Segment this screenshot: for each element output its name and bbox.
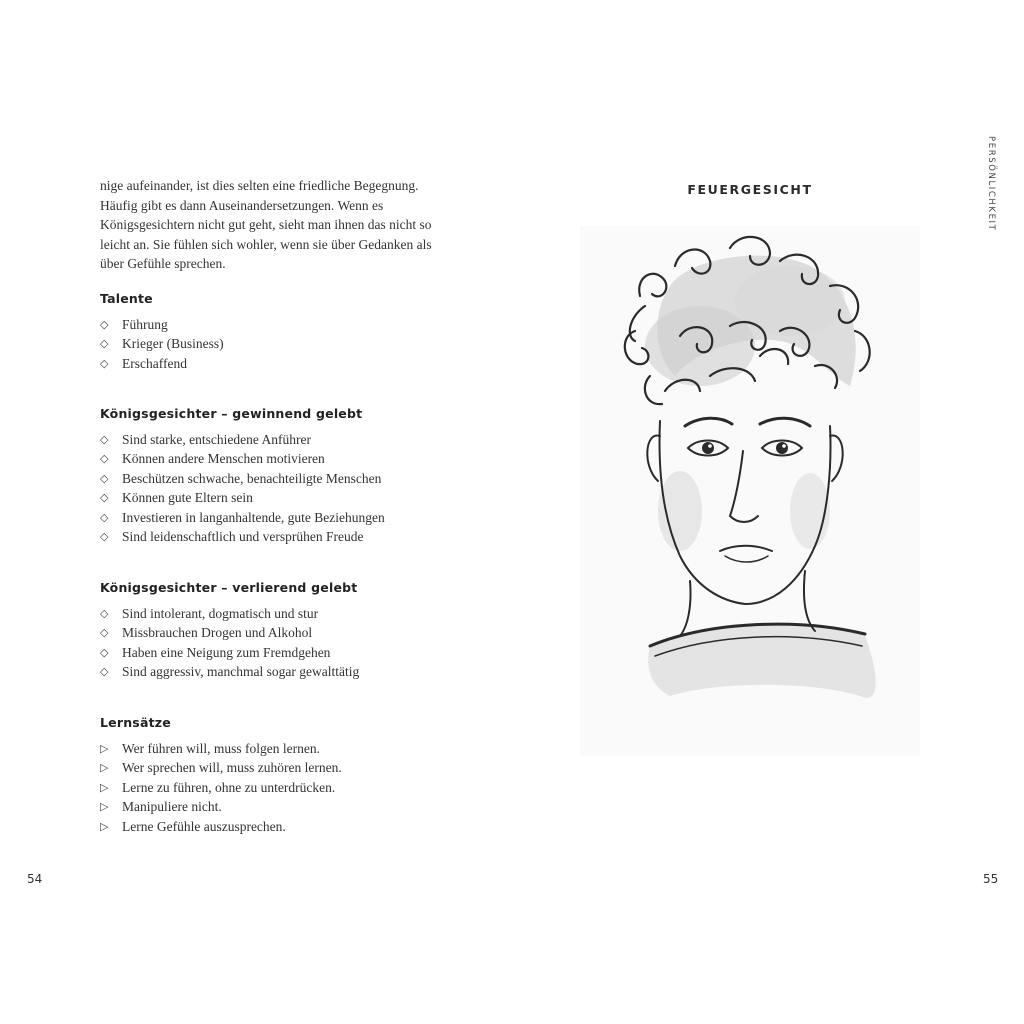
page-number-left: 54 <box>27 872 43 886</box>
illustration-title: FEUERGESICHT <box>687 182 813 197</box>
diamond-bullet-icon: ◇ <box>100 471 109 485</box>
section-talente <box>100 291 460 373</box>
diamond-bullet-icon: ◇ <box>100 665 109 679</box>
section-title: Lernsätze <box>100 715 171 730</box>
list-item: ▷ Manipuliere nicht. <box>100 797 460 816</box>
list-item: ◇ Sind intolerant, dogmatisch und stur <box>100 604 460 623</box>
list-item: ▷ Wer sprechen will, muss zuhören lernen. <box>100 758 460 777</box>
bullet-list <box>100 430 460 546</box>
list-item: ◇ Können andere Menschen motivieren <box>100 449 460 468</box>
triangle-bullet-icon: ▷ <box>100 800 109 814</box>
section-verlierend-gelebt <box>100 580 460 682</box>
section-title: Königsgesichter – gewinnend gelebt <box>100 406 363 421</box>
triangle-bullet-icon: ▷ <box>100 780 109 794</box>
diamond-bullet-icon: ◇ <box>100 318 109 331</box>
chapter-side-label: PERSÖNLICHKEIT <box>986 136 996 232</box>
list-item: ▷ Lerne Gefühle auszusprechen. <box>100 817 460 836</box>
diamond-bullet-icon: ◇ <box>100 356 109 370</box>
section-gewinnend-gelebt <box>100 406 460 546</box>
diamond-bullet-icon: ◇ <box>100 607 109 620</box>
list-item: ▷ Lerne zu führen, ohne zu unterdrücken. <box>100 778 460 797</box>
intro-paragraph: nige aufeinander, ist dies selten eine friedliche Begegnung. Häufig gibt es dann Auseinandersetzungen. Wenn es Königsgesichtern nicht gut geht, sieht man ihnen das nicht so leicht an. Sie fühlen sich wohler, wenn sie über Gedanken als über Gefühle sprechen. <box>100 178 432 271</box>
triangle-bullet-icon: ▷ <box>100 761 109 775</box>
list-item: ◇ Beschützen schwache, benachteiligte Menschen <box>100 469 460 488</box>
diamond-bullet-icon: ◇ <box>100 626 109 640</box>
diamond-bullet-icon: ◇ <box>100 530 109 544</box>
diamond-bullet-icon: ◇ <box>100 337 109 351</box>
section-title: Talente <box>100 291 153 306</box>
list-item: ◇ Führung <box>100 315 460 334</box>
list-item: ◇ Haben eine Neigung zum Fremdgehen <box>100 643 460 662</box>
list-item: ▷ Wer führen will, muss folgen lernen. <box>100 739 460 758</box>
section-title: Königsgesichter – verlierend gelebt <box>100 580 358 595</box>
sketch-portrait-curly-hair-icon <box>580 226 920 756</box>
list-item: ◇ Können gute Eltern sein <box>100 488 460 507</box>
list-item: ◇ Investieren in langanhaltende, gute Beziehungen <box>100 508 460 527</box>
bullet-list <box>100 739 460 836</box>
diamond-bullet-icon: ◇ <box>100 491 109 505</box>
list-item: ◇ Erschaffend <box>100 354 460 373</box>
bullet-list <box>100 604 460 682</box>
triangle-bullet-icon: ▷ <box>100 742 109 755</box>
section-lernsaetze <box>100 715 460 836</box>
diamond-bullet-icon: ◇ <box>100 433 109 446</box>
diamond-bullet-icon: ◇ <box>100 510 109 524</box>
list-item: ◇ Sind aggressiv, manchmal sogar gewalttätig <box>100 662 460 681</box>
list-item: ◇ Sind starke, entschiedene Anführer <box>100 430 460 449</box>
list-item: ◇ Krieger (Business) <box>100 334 460 353</box>
list-item: ◇ Sind leidenschaftlich und versprühen Freude <box>100 527 460 546</box>
page-number-right: 55 <box>983 872 999 886</box>
triangle-bullet-icon: ▷ <box>100 819 109 833</box>
diamond-bullet-icon: ◇ <box>100 452 109 466</box>
list-item: ◇ Missbrauchen Drogen und Alkohol <box>100 623 460 642</box>
bullet-list <box>100 315 460 373</box>
diamond-bullet-icon: ◇ <box>100 645 109 659</box>
